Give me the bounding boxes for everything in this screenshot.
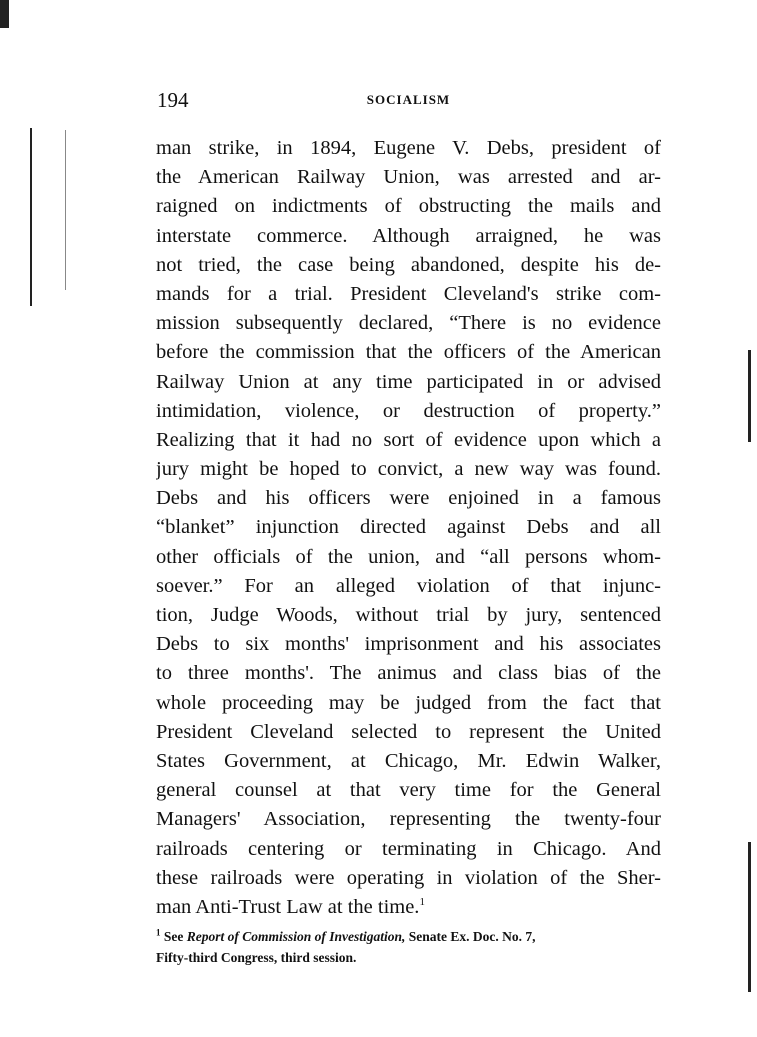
text-line: these railroads were operating in violation of the Sher- [156,866,661,889]
text-line: raigned on indictments of obstructing the mails and [156,195,661,218]
footnote-senate-doc: Senate Ex. Doc. No. 7, [408,929,536,944]
running-head: SOCIALISM [366,92,451,107]
text-line: soever.” For an alleged violation of that injunc- [156,574,661,597]
text-line: intimidation, violence, or destruction of property.” [156,399,661,422]
scan-mark-left-bar-thin [65,130,66,290]
text-line: Realizing that it had no sort of evidence upon which a [156,428,661,451]
text-line-last [156,893,661,922]
text-line: whole proceeding may be judged from the fact that [156,691,661,714]
scan-mark-top-left [0,0,9,28]
last-line-text: man Anti-Trust Law at the time. [156,895,420,918]
scan-mark-left-bar [30,128,32,306]
text-line: mission subsequently declared, “There is no evidence [156,312,661,335]
text-line: tion, Judge Woods, without trial by jury, sentenced [156,604,661,626]
text-line: other officials of the union, and “all persons whom- [156,545,661,568]
page-number: 194 [157,88,189,112]
footnote-number: 1 [156,927,161,938]
text-line: interstate commerce. Although arraigned, he was [156,224,661,247]
footnote-line-2: Fifty-third Congress, third session. [156,950,357,965]
footnote-line-1 [156,926,661,947]
footnote-reference[interactable]: 1 [419,896,425,909]
text-line: Debs to six months' imprisonment and his associates [156,633,661,656]
scan-mark-right-bar-upper [748,350,751,442]
text-line: railroads centering or terminating in Chicago. And [156,837,661,860]
text-line: before the commission that the officers of the American [156,341,661,364]
footnote-report-title: Report of Commission of Investigation, [186,929,406,944]
text-line: States Government, at Chicago, Mr. Edwin Walker, [156,749,661,772]
text-line: man strike, in 1894, Eugene V. Debs, president of [156,137,661,159]
text-line: Managers' Association, representing the twenty-four [156,808,661,831]
footnote [156,926,661,968]
text-line: the American Railway Union, was arrested and ar- [156,166,661,189]
text-line: to three months'. The animus and class bias of the [156,662,661,685]
page-header [157,88,660,118]
footnote-see: See [163,929,184,944]
body-text [156,134,661,922]
text-line: “blanket” injunction directed against Debs and all [156,516,661,539]
text-line: Debs and his officers were enjoined in a famous [156,487,661,510]
text-line: mands for a trial. President Cleveland's strike com- [156,282,661,305]
text-line: Railway Union at any time participated in or advised [156,370,661,393]
text-line: President Cleveland selected to represent the United [156,720,661,743]
text-line: general counsel at that very time for the General [156,779,661,802]
scan-mark-right-bar-lower [748,842,751,992]
text-line: jury might be hoped to convict, a new way was found. [156,458,661,481]
text-line: not tried, the case being abandoned, despite his de- [156,253,661,276]
